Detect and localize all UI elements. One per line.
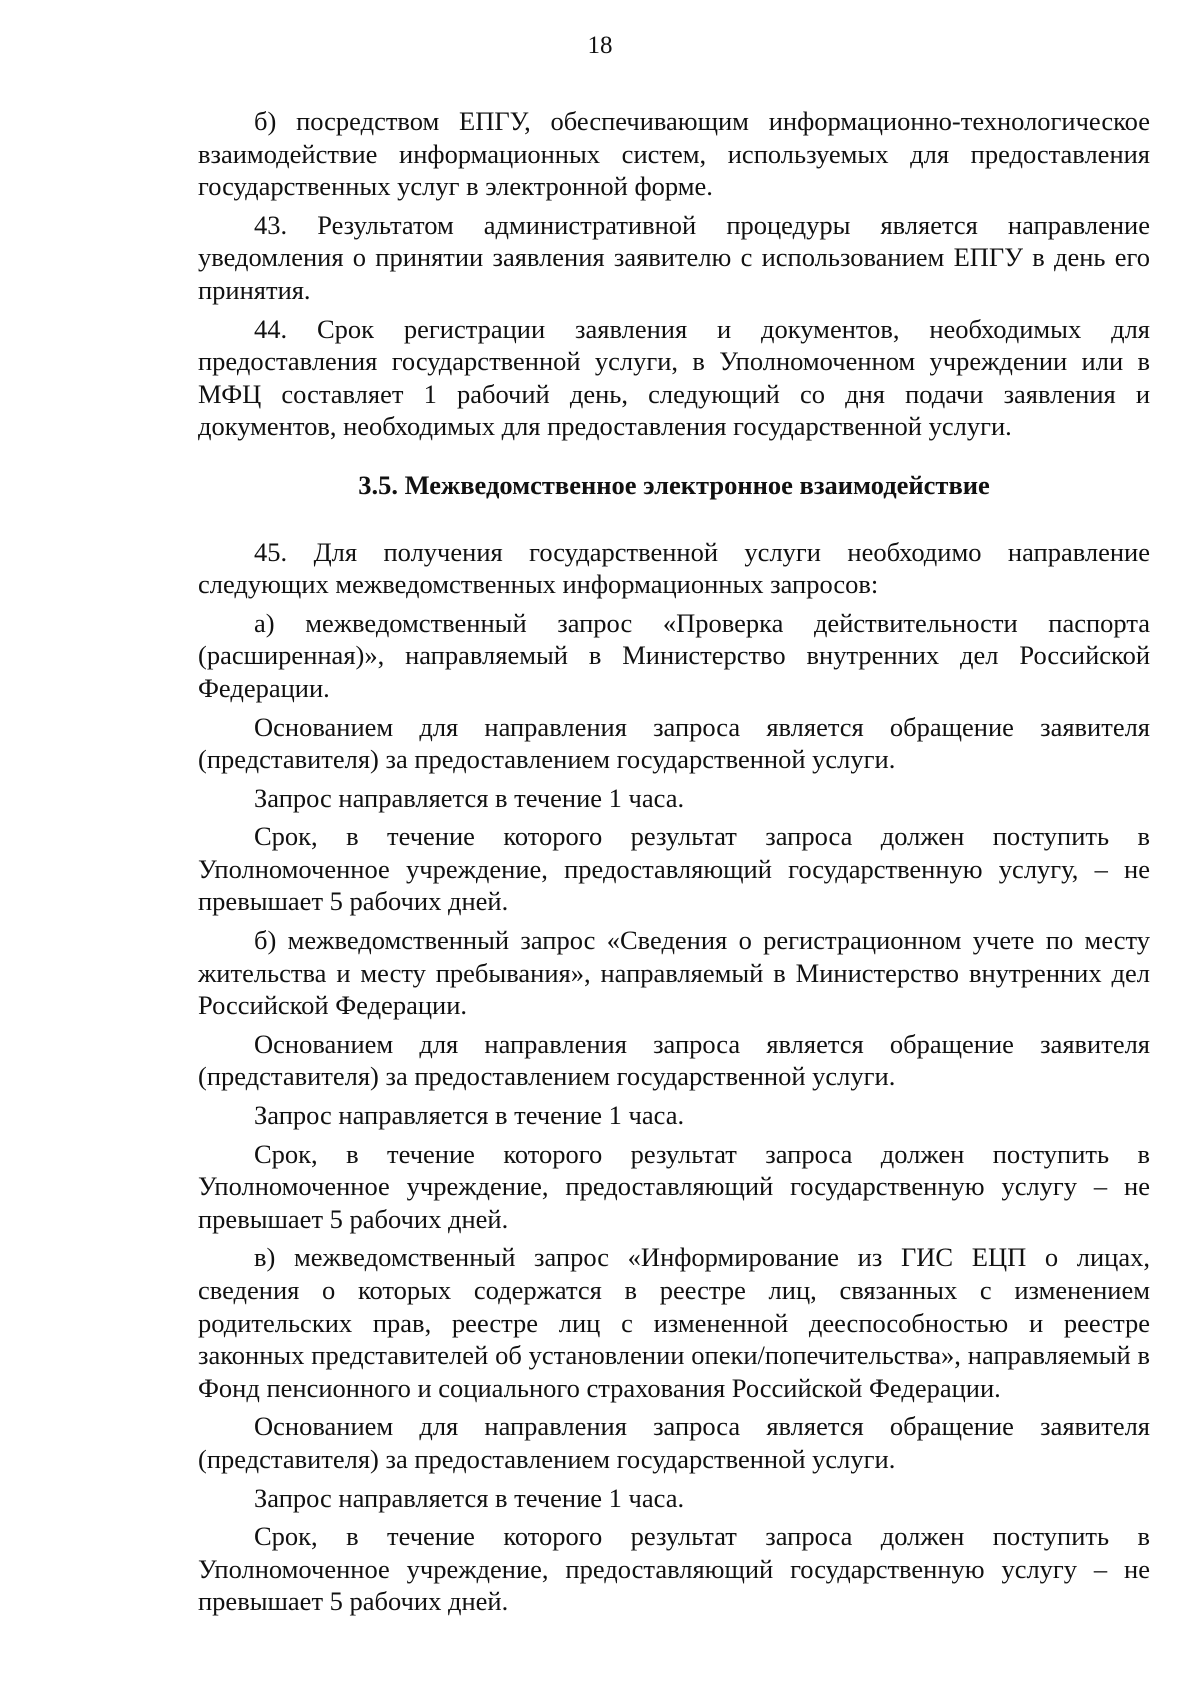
paragraph-request-v: в) межведомственный запрос «Информирование из ГИС ЕЦП о лицах, сведения о которых содержатся в реестре лиц, связанных с изменением родительских прав, реестре лиц с измененной дееспособностью и реестре законных представителей об установлении опеки/попечительства», направляемый в Фонд пенсионного и социального страхования Российской Федерации. bbox=[198, 1242, 1150, 1403]
paragraph-request-v-deadline: Срок, в течение которого результат запроса должен поступить в Уполномоченное учреждение, предоставляющий государственную услугу – не превышает 5 рабочих дней. bbox=[198, 1521, 1150, 1617]
section-heading: 3.5. Межведомственное электронное взаимодействие bbox=[358, 469, 990, 500]
paragraph-request-b-timing: Запрос направляется в течение 1 часа. bbox=[254, 1100, 685, 1131]
paragraph-43: 43. Результатом административной процедуры является направление уведомления о принятии заявления заявителю с использованием ЕПГУ в день его принятия. bbox=[198, 209, 1150, 305]
document-body bbox=[198, 105, 1150, 1618]
paragraph-item-b-epgu: б) посредством ЕПГУ, обеспечивающим информационно-технологическое взаимодействие информационных систем, используемых для предоставления государственных услуг в электронной форме. bbox=[198, 106, 1150, 202]
paragraph-request-v-timing: Запрос направляется в течение 1 часа. bbox=[254, 1482, 685, 1513]
paragraph-request-a: а) межведомственный запрос «Проверка действительности паспорта (расширенная)», направляемый в Министерство внутренних дел Российской Федерации. bbox=[198, 607, 1150, 703]
paragraph-request-a-deadline: Срок, в течение которого результат запроса должен поступить в Уполномоченное учреждение, предоставляющий государственную услугу, – не превышает 5 рабочих дней. bbox=[198, 821, 1150, 917]
paragraph-request-b: б) межведомственный запрос «Сведения о регистрационном учете по месту жительства и месту пребывания», направляемый в Министерство внутренних дел Российской Федерации. bbox=[198, 925, 1150, 1021]
paragraph-request-a-basis: Основанием для направления запроса является обращение заявителя (представителя) за предоставлением государственной услуги. bbox=[198, 711, 1150, 775]
paragraph-request-b-basis: Основанием для направления запроса является обращение заявителя (представителя) за предоставлением государственной услуги. bbox=[198, 1028, 1150, 1092]
paragraph-45: 45. Для получения государственной услуги необходимо направление следующих межведомственных информационных запросов: bbox=[198, 536, 1150, 600]
paragraph-request-b-deadline: Срок, в течение которого результат запроса должен поступить в Уполномоченное учреждение, предоставляющий государственную услугу – не превышает 5 рабочих дней. bbox=[198, 1138, 1150, 1234]
page-number: 18 bbox=[587, 32, 613, 59]
paragraph-44: 44. Срок регистрации заявления и документов, необходимых для предоставления государственной услуги, в Уполномоченном учреждении или в МФЦ составляет 1 рабочий день, следующий со дня подачи заявления и документов, необходимых для предоставления государственной услуги. bbox=[198, 313, 1150, 442]
paragraph-request-v-basis: Основанием для направления запроса является обращение заявителя (представителя) за предоставлением государственной услуги. bbox=[198, 1411, 1150, 1474]
paragraph-request-a-timing: Запрос направляется в течение 1 часа. bbox=[254, 782, 685, 813]
